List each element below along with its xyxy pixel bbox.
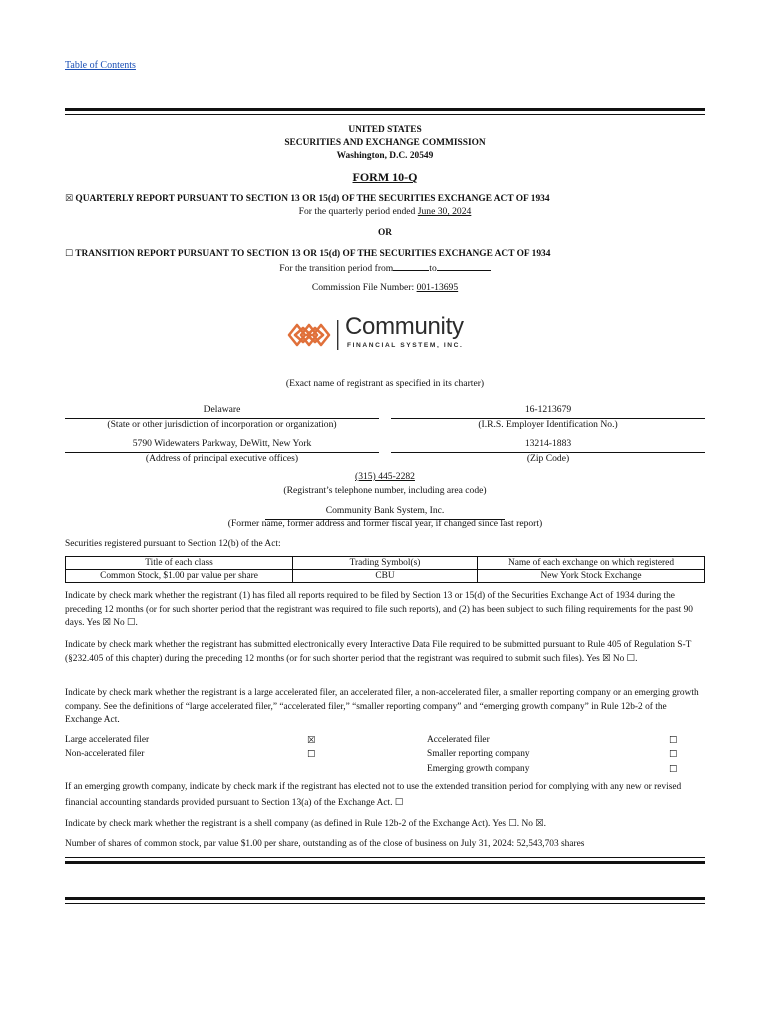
quarterly-period	[65, 206, 705, 219]
paragraph-filer-status: Indicate by check mark whether the registrant is a large accelerated filer, an accelerated filer, a non-accelerated filer, a smaller reporting company or an emerging growth company. See the definitions of “large accelerated filer,” “accelerated filer,” “smaller reporting company” and “emerging growth company” in Rule 12b-2 of the Exchange Act.	[65, 688, 699, 726]
bottom-rule-thin-1	[65, 857, 705, 858]
security-title: Common Stock, $1.00 par value per share	[66, 570, 293, 583]
table-of-contents-link[interactable]: Table of Contents	[65, 60, 136, 71]
quarterly-report-line	[65, 193, 550, 206]
address-field	[65, 438, 379, 466]
paragraph-reports-filed: Indicate by check mark whether the registrant (1) has filed all reports required to be filed by Section 13 or 15(d) of the Securities Exchange Act of 1934 during the preceding 12 months (or for such shorter period that the registrant was required to file such reports), and (2) has been subject to such filing requirements for the past 90 days. Yes ☒ No ☐.	[65, 591, 693, 629]
form-title: FORM 10-Q	[352, 170, 418, 184]
phone-value: (315) 445-2282	[355, 471, 415, 482]
securities-intro: Securities registered pursuant to Section 12(b) of the Act:	[65, 539, 281, 549]
col-symbol-header: Trading Symbol(s)	[293, 557, 478, 570]
logo-wordmark: Community	[345, 313, 464, 340]
quarterly-checkbox: ☒	[65, 194, 74, 204]
address-value: 5790 Widewaters Parkway, DeWitt, New York	[65, 438, 379, 453]
large-accelerated-filer-label: Large accelerated filer	[65, 735, 150, 745]
top-rule-thin	[65, 114, 705, 115]
logo-tagline: FINANCIAL SYSTEM, INC.	[347, 342, 464, 349]
paragraph-shell-company: Indicate by check mark whether the registrant is a shell company (as defined in Rule 12b-2 of the Exchange Act). Yes ☐. No ☒.	[65, 819, 546, 829]
transition-report-text: TRANSITION REPORT PURSUANT TO SECTION 13 OR 15(d) OF THE SECURITIES EXCHANGE ACT OF 1934	[75, 249, 551, 259]
large-accelerated-filer-checkbox[interactable]: ☒	[307, 735, 316, 746]
registrant-caption: (Exact name of registrant as specified in its charter)	[285, 378, 485, 389]
non-accelerated-filer-label: Non-accelerated filer	[65, 749, 145, 759]
transition-period-prefix: For the transition period from	[279, 263, 394, 274]
bottom-rule-thin-2	[65, 903, 705, 904]
securities-table	[65, 556, 705, 583]
emerging-growth-company-label: Emerging growth company	[427, 764, 530, 774]
state-caption: (State or other jurisdiction of incorporation or organization)	[107, 418, 337, 430]
smaller-reporting-company-label: Smaller reporting company	[427, 749, 530, 759]
zip-value: 13214-1883	[391, 438, 705, 453]
header-country: UNITED STATES	[348, 125, 422, 135]
transition-checkbox: ☐	[65, 249, 74, 259]
emerging-growth-company-checkbox[interactable]: ☐	[669, 764, 678, 775]
non-accelerated-filer-checkbox[interactable]: ☐	[307, 749, 316, 760]
paragraph-emerging-growth: If an emerging growth company, indicate by check mark if the registrant has elected not to use the extended transition period for complying with any new or revised financial accounting standards provided pursuant to Section 13(a) of the Exchange Act. ☐	[65, 782, 682, 808]
paragraph-shares-outstanding: Number of shares of common stock, par value $1.00 per share, outstanding as of the close of business on July 31, 2024: 52,543,703 shares	[65, 839, 585, 849]
bottom-rule-thick-2	[65, 897, 705, 900]
transition-from-blank	[393, 261, 429, 271]
phone-caption: (Registrant’s telephone number, including area code)	[283, 485, 487, 496]
ein-value: 16-1213679	[391, 404, 705, 419]
security-exchange: New York Stock Exchange	[478, 570, 705, 583]
accelerated-filer-checkbox[interactable]: ☐	[669, 735, 678, 746]
quarterly-report-text: QUARTERLY REPORT PURSUANT TO SECTION 13 OR 15(d) OF THE SECURITIES EXCHANGE ACT OF 1934	[75, 194, 550, 204]
zip-field	[391, 438, 705, 466]
company-logo	[285, 315, 485, 355]
commission-prefix: Commission File Number:	[311, 282, 417, 293]
col-title-header: Title of each class	[66, 557, 293, 570]
transition-period	[65, 261, 705, 276]
or-label: OR	[377, 228, 393, 238]
former-name-value: Community Bank System, Inc.	[265, 505, 505, 520]
state-field	[65, 404, 379, 432]
zip-caption: (Zip Code)	[526, 452, 570, 464]
smaller-reporting-company-checkbox[interactable]: ☐	[669, 749, 678, 760]
header-city: Washington, D.C. 20549	[336, 151, 434, 161]
security-symbol: CBU	[293, 570, 478, 583]
commission-number: 001-13695	[416, 282, 459, 293]
paragraph-interactive-data: Indicate by check mark whether the registrant has submitted electronically every Interactive Data File required to be submitted pursuant to Rule 405 of Regulation S-T (§232.405 of this chapter) during the preceding 12 months (or for such shorter period that the registrant was required to submit such files). Yes ☒ No ☐.	[65, 640, 692, 664]
header-agency: SECURITIES AND EXCHANGE COMMISSION	[284, 138, 486, 148]
transition-to-blank	[437, 261, 491, 271]
col-exchange-header: Name of each exchange on which registered	[478, 557, 705, 570]
ein-field	[391, 404, 705, 432]
state-value: Delaware	[65, 404, 379, 419]
accelerated-filer-label: Accelerated filer	[427, 735, 490, 745]
ein-caption: (I.R.S. Employer Identification No.)	[478, 418, 618, 430]
top-rule-thick	[65, 108, 705, 111]
address-caption: (Address of principal executive offices)	[145, 452, 299, 464]
bottom-rule-thick-1	[65, 861, 705, 864]
securities-header-row	[66, 557, 705, 570]
transition-report-line	[65, 248, 550, 261]
former-caption: (Former name, former address and former fiscal year, if changed since last report)	[227, 518, 543, 529]
securities-row	[66, 570, 705, 583]
quarterly-period-prefix: For the quarterly period ended	[298, 206, 418, 217]
quarterly-period-date: June 30, 2024	[417, 206, 472, 217]
transition-period-to: to	[429, 263, 437, 274]
commission-file-number	[65, 282, 705, 295]
